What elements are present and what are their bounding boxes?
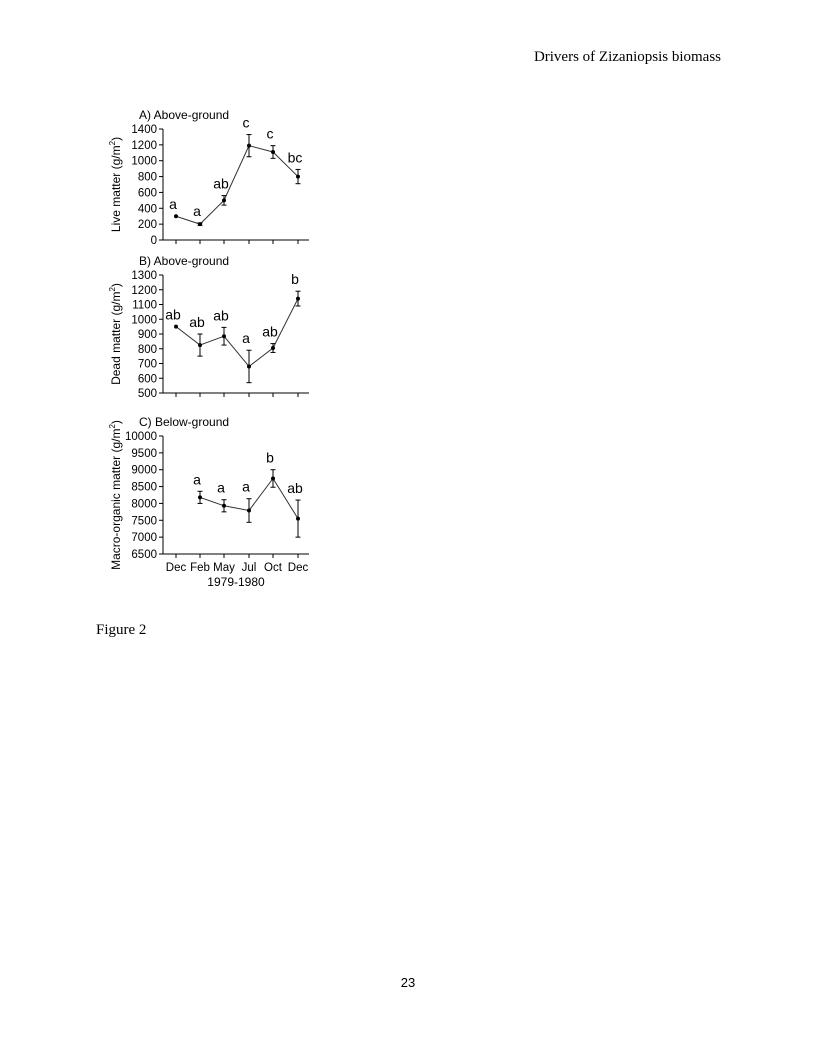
panel-b-significance-label: ab [262, 323, 278, 340]
panel-b-y-tick-label: 1000 [131, 314, 157, 327]
panel-b-data-point [198, 343, 202, 347]
panel-a-data-point [271, 150, 275, 154]
panel-b-y-tick-label: 600 [137, 373, 157, 386]
panel-b-y-tick-label: 1300 [131, 270, 157, 282]
panel-c-x-tick-label: Dec [287, 562, 309, 574]
panel-c-y-tick-label: 9000 [131, 464, 157, 477]
panel-b-significance-label: a [242, 330, 250, 347]
panel-b-data-point [247, 364, 251, 368]
panel-c-y-tick-label: 7500 [131, 515, 157, 528]
panel-a-significance-label: bc [287, 149, 303, 166]
panel-c-x-tick-label: Dec [165, 562, 187, 574]
panel-a-data-point [198, 222, 202, 226]
panel-c-significance-label: ab [287, 480, 303, 497]
panel-c-y-tick-label: 8000 [131, 498, 157, 511]
panel-c-x-tick-label: Feb [190, 562, 210, 574]
panel-c-data-point [222, 504, 226, 508]
panel-b-significance-label: b [291, 271, 299, 288]
panel-c-data-point [198, 495, 202, 499]
panel-c-y-tick-label: 7000 [131, 532, 157, 545]
panel-c-significance-label: b [266, 449, 274, 466]
panel-a-y-tick-label: 1400 [131, 124, 157, 136]
panel-c-title: C) Below-ground [139, 415, 230, 429]
panel-b-data-point [271, 346, 275, 350]
panel-a-significance-label: a [193, 202, 201, 219]
running-header: Drivers of Zizaniopsis biomass [533, 49, 721, 65]
panel-b-y-tick-label: 900 [137, 329, 157, 341]
panel-a-y-tick-label: 800 [137, 171, 157, 184]
panel-a-data-point [222, 198, 226, 202]
page-number: 23 [400, 975, 416, 990]
panel-a-title: A) Above-ground [139, 108, 230, 122]
panel-a-y-tick-label: 1000 [131, 155, 157, 168]
panel-a-y-tick-label: 200 [137, 219, 157, 232]
panel-b-significance-label: ab [189, 314, 205, 330]
panel-a-significance-label: c [242, 114, 250, 131]
panel-a-data-point [247, 144, 251, 148]
panel-b-data-point [222, 334, 226, 338]
panel-c-y-axis-label: Macro-organic matter $(g/m^2)$ [108, 420, 123, 570]
panel-c-y-tick-label: 10000 [125, 431, 157, 443]
panel-b-data-point [296, 297, 300, 301]
panel-c-y-tick-label: 8500 [131, 481, 157, 494]
panel-c-y-tick-label: 9500 [131, 447, 157, 460]
panel-c-x-axis-label: 1979-1980 [207, 575, 265, 589]
panel-b-y-axis-label: Dead matter $(g/m^2)$ [108, 283, 123, 385]
panel-a-significance-label: a [169, 196, 177, 213]
panel-b-title: B) Above-ground [139, 254, 230, 268]
panel-b-data-point [174, 325, 178, 329]
panel-a-y-axis-label: Live matter $(g/m^2)$ [108, 136, 123, 233]
panel-c-x-tick-label: Jul [241, 562, 257, 574]
figure-caption: Figure 2 [96, 622, 147, 638]
panel-b-significance-label: ab [165, 306, 181, 323]
panel-c-data-point [296, 517, 300, 521]
panel-b-y-tick-label: 800 [137, 343, 157, 356]
panel-a-y-tick-label: 400 [137, 203, 157, 216]
panel-a-y-tick-label: 0 [150, 235, 157, 247]
panel-a-data-point [296, 175, 300, 179]
panel-c-y-tick-label: 6500 [131, 549, 157, 561]
panel-b-significance-label: ab [213, 307, 229, 324]
panel-a-significance-label: c [266, 125, 274, 142]
panel-c-significance-label: a [217, 479, 225, 496]
panel-a-data-point [174, 214, 178, 218]
panel-c-data-point [247, 509, 251, 513]
panel-c-x-tick-label: Oct [264, 562, 282, 574]
panel-c-significance-label: a [193, 471, 201, 488]
figure-2-chart [95, 100, 335, 600]
panel-b-series-line [176, 299, 298, 367]
panel-b-y-tick-label: 700 [137, 358, 157, 371]
panel-a-significance-label: ab [213, 175, 229, 192]
panel-c-significance-label: a [242, 478, 250, 495]
panel-c-x-tick-label: May [213, 562, 235, 574]
panel-a-y-tick-label: 600 [137, 187, 157, 200]
panel-b-y-tick-label: 500 [137, 388, 157, 400]
panel-c-data-point [271, 476, 275, 480]
panel-a-y-tick-label: 1200 [131, 139, 157, 152]
panel-b-y-tick-label: 1200 [131, 284, 157, 297]
panel-b-y-tick-label: 1100 [132, 299, 157, 312]
